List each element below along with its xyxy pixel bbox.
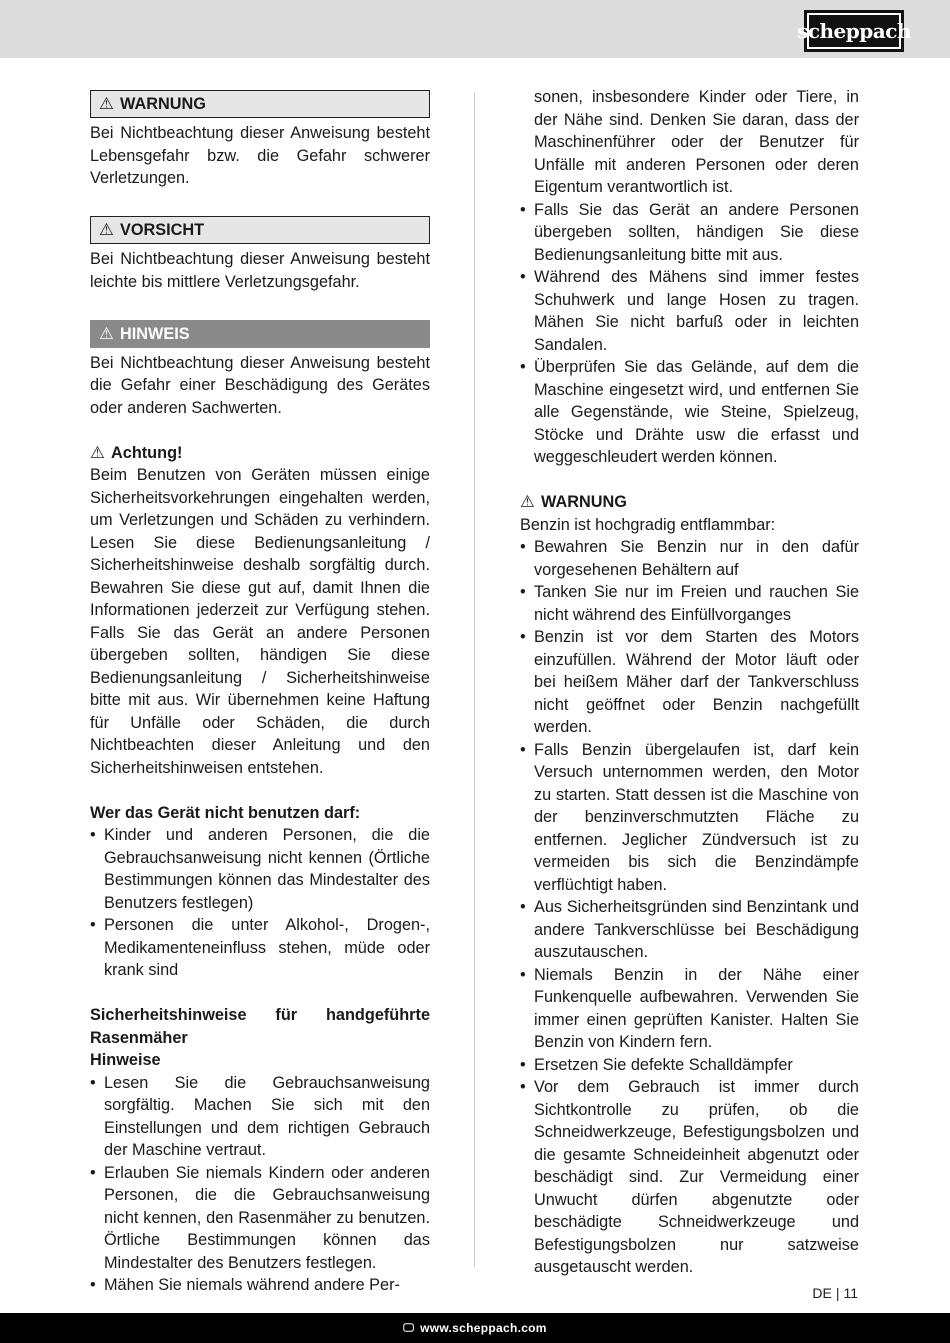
warning-icon: ⚠ <box>90 443 105 462</box>
warnung-box <box>90 90 430 118</box>
list-item: • Falls Sie das Gerät an andere Personen übergeben sollten, händigen Sie diese Bedienungsanleitung bitte mit aus. <box>520 199 859 267</box>
benzin-warnung-title: WARNUNG <box>541 493 627 511</box>
page-separator: | <box>835 1285 840 1301</box>
continued-text: sonen, insbesondere Kinder oder Tiere, in der Nähe sind. Denken Sie daran, dass der Maschinenführer oder der Benutzer für Unfälle mit anderen Personen oder deren Eigentum verantwortlich ist. <box>534 88 859 196</box>
warning-icon: ⚠ <box>99 95 114 113</box>
warning-icon: ⚠ <box>520 493 535 511</box>
list-item: • Überprüfen Sie das Gelände, auf dem die Maschine eingesetzt wird, und entfernen Sie alle Gegenstände, wie Steine, Spielzeug, Stöcke und Drähte usw die erfasst und weggeschleudert werden können. <box>520 356 859 469</box>
header-bar <box>0 0 950 58</box>
list-item: • Mähen Sie niemals während andere Per- <box>90 1274 430 1297</box>
list-item: • Personen die unter Alkohol-, Drogen-, Medikamenteneinfluss stehen, müde oder krank sind <box>90 914 430 982</box>
list-item: • Vor dem Gebrauch ist immer durch Sichtkontrolle zu prüfen, ob die Schneidwerkzeuge, Befestigungsbolzen und die gesamte Schneideinheit abgenutzt oder beschädigt sind. Zur Vermeidung einer Unwucht dürfen abgenutzte oder beschädigte Schneidwerkzeuge und Befestigungsbolzen nur satzweise ausgetauscht werden. <box>520 1076 859 1279</box>
hinweis-text: Bei Nichtbeachtung dieser Anweisung besteht die Gefahr einer Beschädigung des Gerätes oder anderen Sachwerten. <box>90 353 430 417</box>
left-column <box>90 86 430 1297</box>
achtung-heading <box>90 442 430 465</box>
warnung-title: WARNUNG <box>120 95 206 113</box>
page-num: 11 <box>843 1285 858 1301</box>
hinweise-list <box>90 1072 430 1297</box>
list-item: • Niemals Benzin in der Nähe einer Funkenquelle aufbewahren. Verwenden Sie immer einen geprüften Kanister. Halten Sie Benzin von Kindern fern. <box>520 964 859 1054</box>
list-item: • Benzin ist vor dem Starten des Motors einzufüllen. Während der Motor läuft oder bei heißem Mäher darf der Tankverschluss nicht geöffnet oder Benzin nachgefüllt werden. <box>520 626 859 739</box>
benzin-intro: Benzin ist hochgradig entflammbar: <box>520 515 776 534</box>
list-item: • Lesen Sie die Gebrauchsanweisung sorgfältig. Machen Sie sich mit den Einstellungen und dem richtigen Gebrauch der Maschine vertraut. <box>90 1072 430 1162</box>
column-divider <box>474 92 475 1267</box>
page-number <box>812 1285 858 1301</box>
list-item: • Während des Mähens sind immer festes Schuhwerk und lange Hosen zu tragen. Mähen Sie nicht barfuß oder in leichten Sandalen. <box>520 266 859 356</box>
wer-list <box>90 824 430 982</box>
vorsicht-box <box>90 216 430 244</box>
footer-bar <box>0 1313 950 1343</box>
warning-icon: ⚠ <box>99 221 114 239</box>
right-column <box>520 86 859 1279</box>
benzin-warnung-heading <box>520 491 859 514</box>
warnung-text: Bei Nichtbeachtung dieser Anweisung besteht Lebensgefahr bzw. die Gefahr schwerer Verletzungen. <box>90 124 430 187</box>
achtung-title: Achtung! <box>111 443 183 462</box>
list-item: • Bewahren Sie Benzin nur in den dafür vorgesehenen Behältern auf <box>520 536 859 581</box>
page-lang: DE <box>812 1285 832 1301</box>
vorsicht-title: VORSICHT <box>120 221 205 239</box>
sicherheitshinweise-heading: Sicherheitshinweise für handgeführte Rasenmäher <box>90 1006 430 1047</box>
safety-list <box>520 199 859 469</box>
benzin-list <box>520 536 859 1279</box>
list-item: • Ersetzen Sie defekte Schalldämpfer <box>520 1054 859 1077</box>
list-item: • Aus Sicherheitsgründen sind Benzintank und andere Tankverschlüsse bei Beschädigung auszutauschen. <box>520 896 859 964</box>
hinweise-heading: Hinweise <box>90 1051 161 1069</box>
warning-icon: ⚠ <box>99 324 114 343</box>
hinweis-box <box>90 320 430 348</box>
footer-url[interactable]: www.scheppach.com <box>420 1321 547 1335</box>
monitor-icon: 🖵 <box>403 1321 415 1334</box>
wer-heading: Wer das Gerät nicht benutzen darf: <box>90 803 361 822</box>
vorsicht-text: Bei Nichtbeachtung dieser Anweisung besteht leichte bis mittlere Verletzungsgefahr. <box>90 250 430 291</box>
scheppach-logo: scheppach <box>804 10 904 52</box>
list-item: • Erlauben Sie niemals Kindern oder anderen Personen, die die Gebrauchsanweisung nicht kennen, den Rasenmäher zu benutzen. Örtliche Bestimmungen können das Mindestalter des Benutzers festlegen. <box>90 1162 430 1275</box>
achtung-text: Beim Benutzen von Geräten müssen einige Sicherheitsvorkehrungen eingehalten werden, um Verletzungen und Schäden zu verhindern. Lesen Sie diese Bedienungsanleitung / Sicherheitshinweise deshalb sorgfältig durch. Bewahren Sie diese gut auf, damit Ihnen die Informationen jederzeit zur Verfügung stehen. Falls Sie das Gerät an andere Personen übergeben sollten, händigen Sie diese Bedienungsanleitung / Sicherheitshinweise bitte mit aus. Wir übernehmen keine Haftung für Unfälle oder Schäden, die durch Nichtbeachten dieser Anleitung und den Sicherheitshinweisen entstehen. <box>90 466 430 777</box>
list-item: • Falls Benzin übergelaufen ist, darf kein Versuch unternommen werden, den Motor zu starten. Statt dessen ist die Maschine von der benzinverschmutzten Fläche zu entfernen. Jeglicher Zündversuch ist zu vermeiden bis sich die Benzindämpfe verflüchtigt haben. <box>520 739 859 897</box>
hinweis-title: HINWEIS <box>120 324 190 343</box>
list-item: • Tanken Sie nur im Freien und rauchen Sie nicht während des Einfüllvorganges <box>520 581 859 626</box>
list-item: • Kinder und anderen Personen, die die Gebrauchsanweisung nicht kennen (Örtliche Bestimmungen können das Mindestalter des Benutzers festlegen) <box>90 824 430 914</box>
